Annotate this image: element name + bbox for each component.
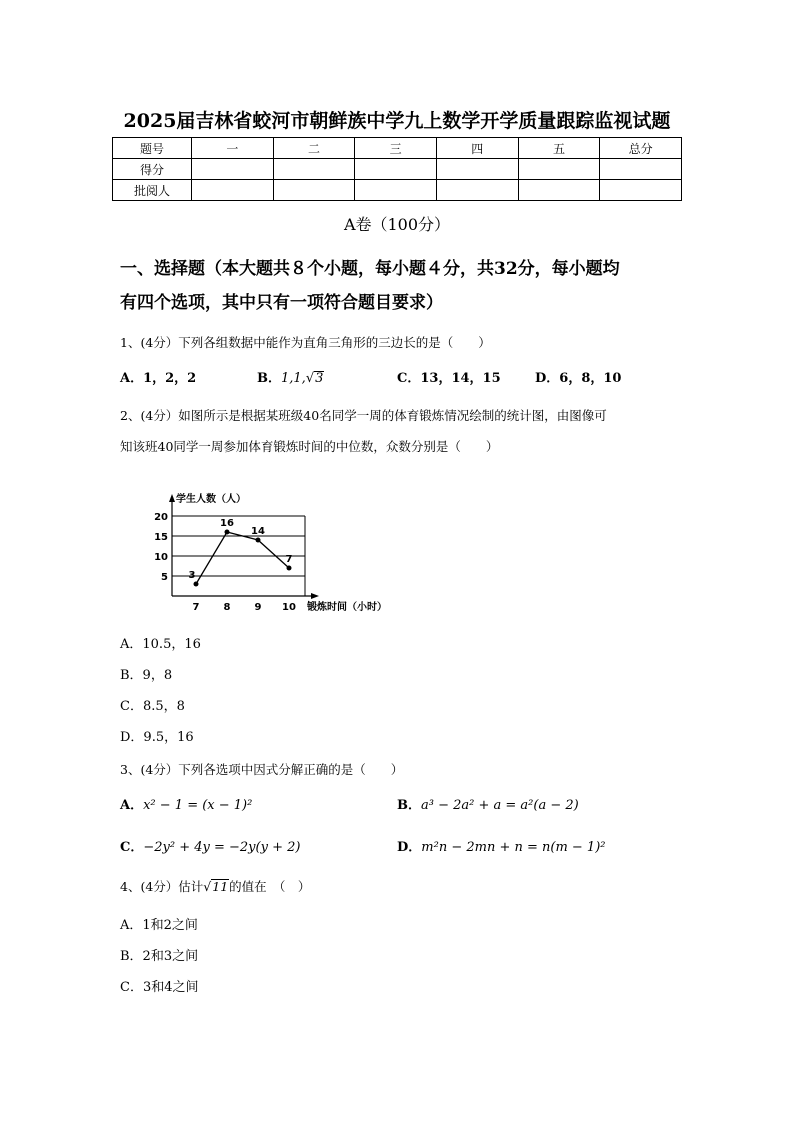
data-point xyxy=(256,538,261,543)
cell-score-label: 得分 xyxy=(113,159,192,180)
x-tick-label: 8 xyxy=(223,602,231,613)
data-point xyxy=(225,530,230,535)
cell-header-3: 三 xyxy=(355,138,437,159)
y-axis-arrow xyxy=(169,494,175,502)
cell-reviewer[interactable] xyxy=(436,180,518,201)
q1-option-d: D．6，8，10 xyxy=(535,371,622,386)
line-chart xyxy=(150,490,420,620)
data-point xyxy=(287,566,292,571)
q4-option-c: C．3和4之间 xyxy=(120,980,199,995)
question-3-text: 3、(4分）下列各选项中因式分解正确的是（ ） xyxy=(120,762,404,777)
q3-option-d: D．m²n − 2mn + n = n(m − 1)² xyxy=(397,840,606,855)
cell-header-2: 二 xyxy=(273,138,355,159)
cell-score[interactable] xyxy=(436,159,518,180)
section-a-heading: A卷（100分） xyxy=(343,215,451,234)
x-axis-arrow xyxy=(311,593,319,599)
y-tick-label: 20 xyxy=(154,512,168,523)
q3-option-a: A．x² − 1 = (x − 1)² xyxy=(120,798,253,813)
section1-line2: 有四个选项，其中只有一项符合题目要求） xyxy=(120,293,443,313)
cell-score[interactable] xyxy=(600,159,682,180)
score-table-header-row xyxy=(113,138,682,159)
q2-option-d: D．9.5，16 xyxy=(120,730,194,745)
question-2-line2: 知该班40同学一周参加体育锻炼时间的中位数，众数分别是（ ） xyxy=(120,439,499,454)
cell-reviewer[interactable] xyxy=(192,180,274,201)
q3-option-b: B．a³ − 2a² + a = a²(a − 2) xyxy=(397,798,579,813)
cell-header-4: 四 xyxy=(436,138,518,159)
section1-heading xyxy=(120,252,680,320)
q4-option-a: A．1和2之间 xyxy=(120,918,198,933)
cell-header-1: 一 xyxy=(192,138,274,159)
x-tick-label: 7 xyxy=(192,602,200,613)
q3-option-c: C．−2y² + 4y = −2y(y + 2) xyxy=(120,840,301,855)
cell-reviewer-label: 批阅人 xyxy=(113,180,192,201)
cell-header-5: 五 xyxy=(518,138,600,159)
q1-option-b: B．1,1,√3 xyxy=(257,371,324,386)
cell-score[interactable] xyxy=(192,159,274,180)
exam-title: 2025届吉林省蛟河市朝鲜族中学九上数学开学质量跟踪监视试题 xyxy=(123,110,671,132)
y-tick-label: 10 xyxy=(154,552,168,563)
data-point xyxy=(194,582,199,587)
y-tick-label: 5 xyxy=(161,572,168,583)
cell-score[interactable] xyxy=(355,159,437,180)
q2-option-b: B．9，8 xyxy=(120,668,173,683)
q2-option-a: A．10.5，16 xyxy=(120,637,201,652)
cell-reviewer[interactable] xyxy=(600,180,682,201)
q1-option-c: C．13，14，15 xyxy=(397,371,501,386)
question-1-text: 1、(4分）下列各组数据中能作为直角三角形的三边长的是（ ） xyxy=(120,335,491,350)
q4-option-b: B．2和3之间 xyxy=(120,949,199,964)
cell-score[interactable] xyxy=(518,159,600,180)
y-axis-title: 学生人数（人） xyxy=(176,494,246,505)
cell-header-6: 总分 xyxy=(600,138,682,159)
score-table xyxy=(112,137,682,201)
question-4-text: 4、(4分）估计√11的值在 （ ） xyxy=(120,879,311,894)
cell-reviewer[interactable] xyxy=(355,180,437,201)
cell-header-0: 题号 xyxy=(113,138,192,159)
exercise-chart xyxy=(150,490,420,624)
q2-option-c: C．8.5，8 xyxy=(120,699,185,714)
question-2-line1: 2、(4分）如图所示是根据某班级40名同学一周的体育锻炼情况绘制的统计图，由图像可 xyxy=(120,408,607,423)
data-label: 7 xyxy=(285,554,293,565)
x-axis-title: 锻炼时间（小时） xyxy=(307,602,387,613)
y-tick-label: 15 xyxy=(154,532,168,543)
q1-option-a: A．1，2，2 xyxy=(120,371,197,386)
score-table-score-row xyxy=(113,159,682,180)
data-label: 3 xyxy=(188,570,196,581)
score-table-reviewer-row xyxy=(113,180,682,201)
cell-reviewer[interactable] xyxy=(518,180,600,201)
x-tick-label: 10 xyxy=(282,602,296,613)
cell-score[interactable] xyxy=(273,159,355,180)
data-label: 16 xyxy=(220,518,234,529)
data-label: 14 xyxy=(251,526,265,537)
cell-reviewer[interactable] xyxy=(273,180,355,201)
x-tick-label: 9 xyxy=(254,602,262,613)
section1-line1: 一、选择题（本大题共８个小题，每小题４分，共32分，每小题均 xyxy=(120,259,620,279)
